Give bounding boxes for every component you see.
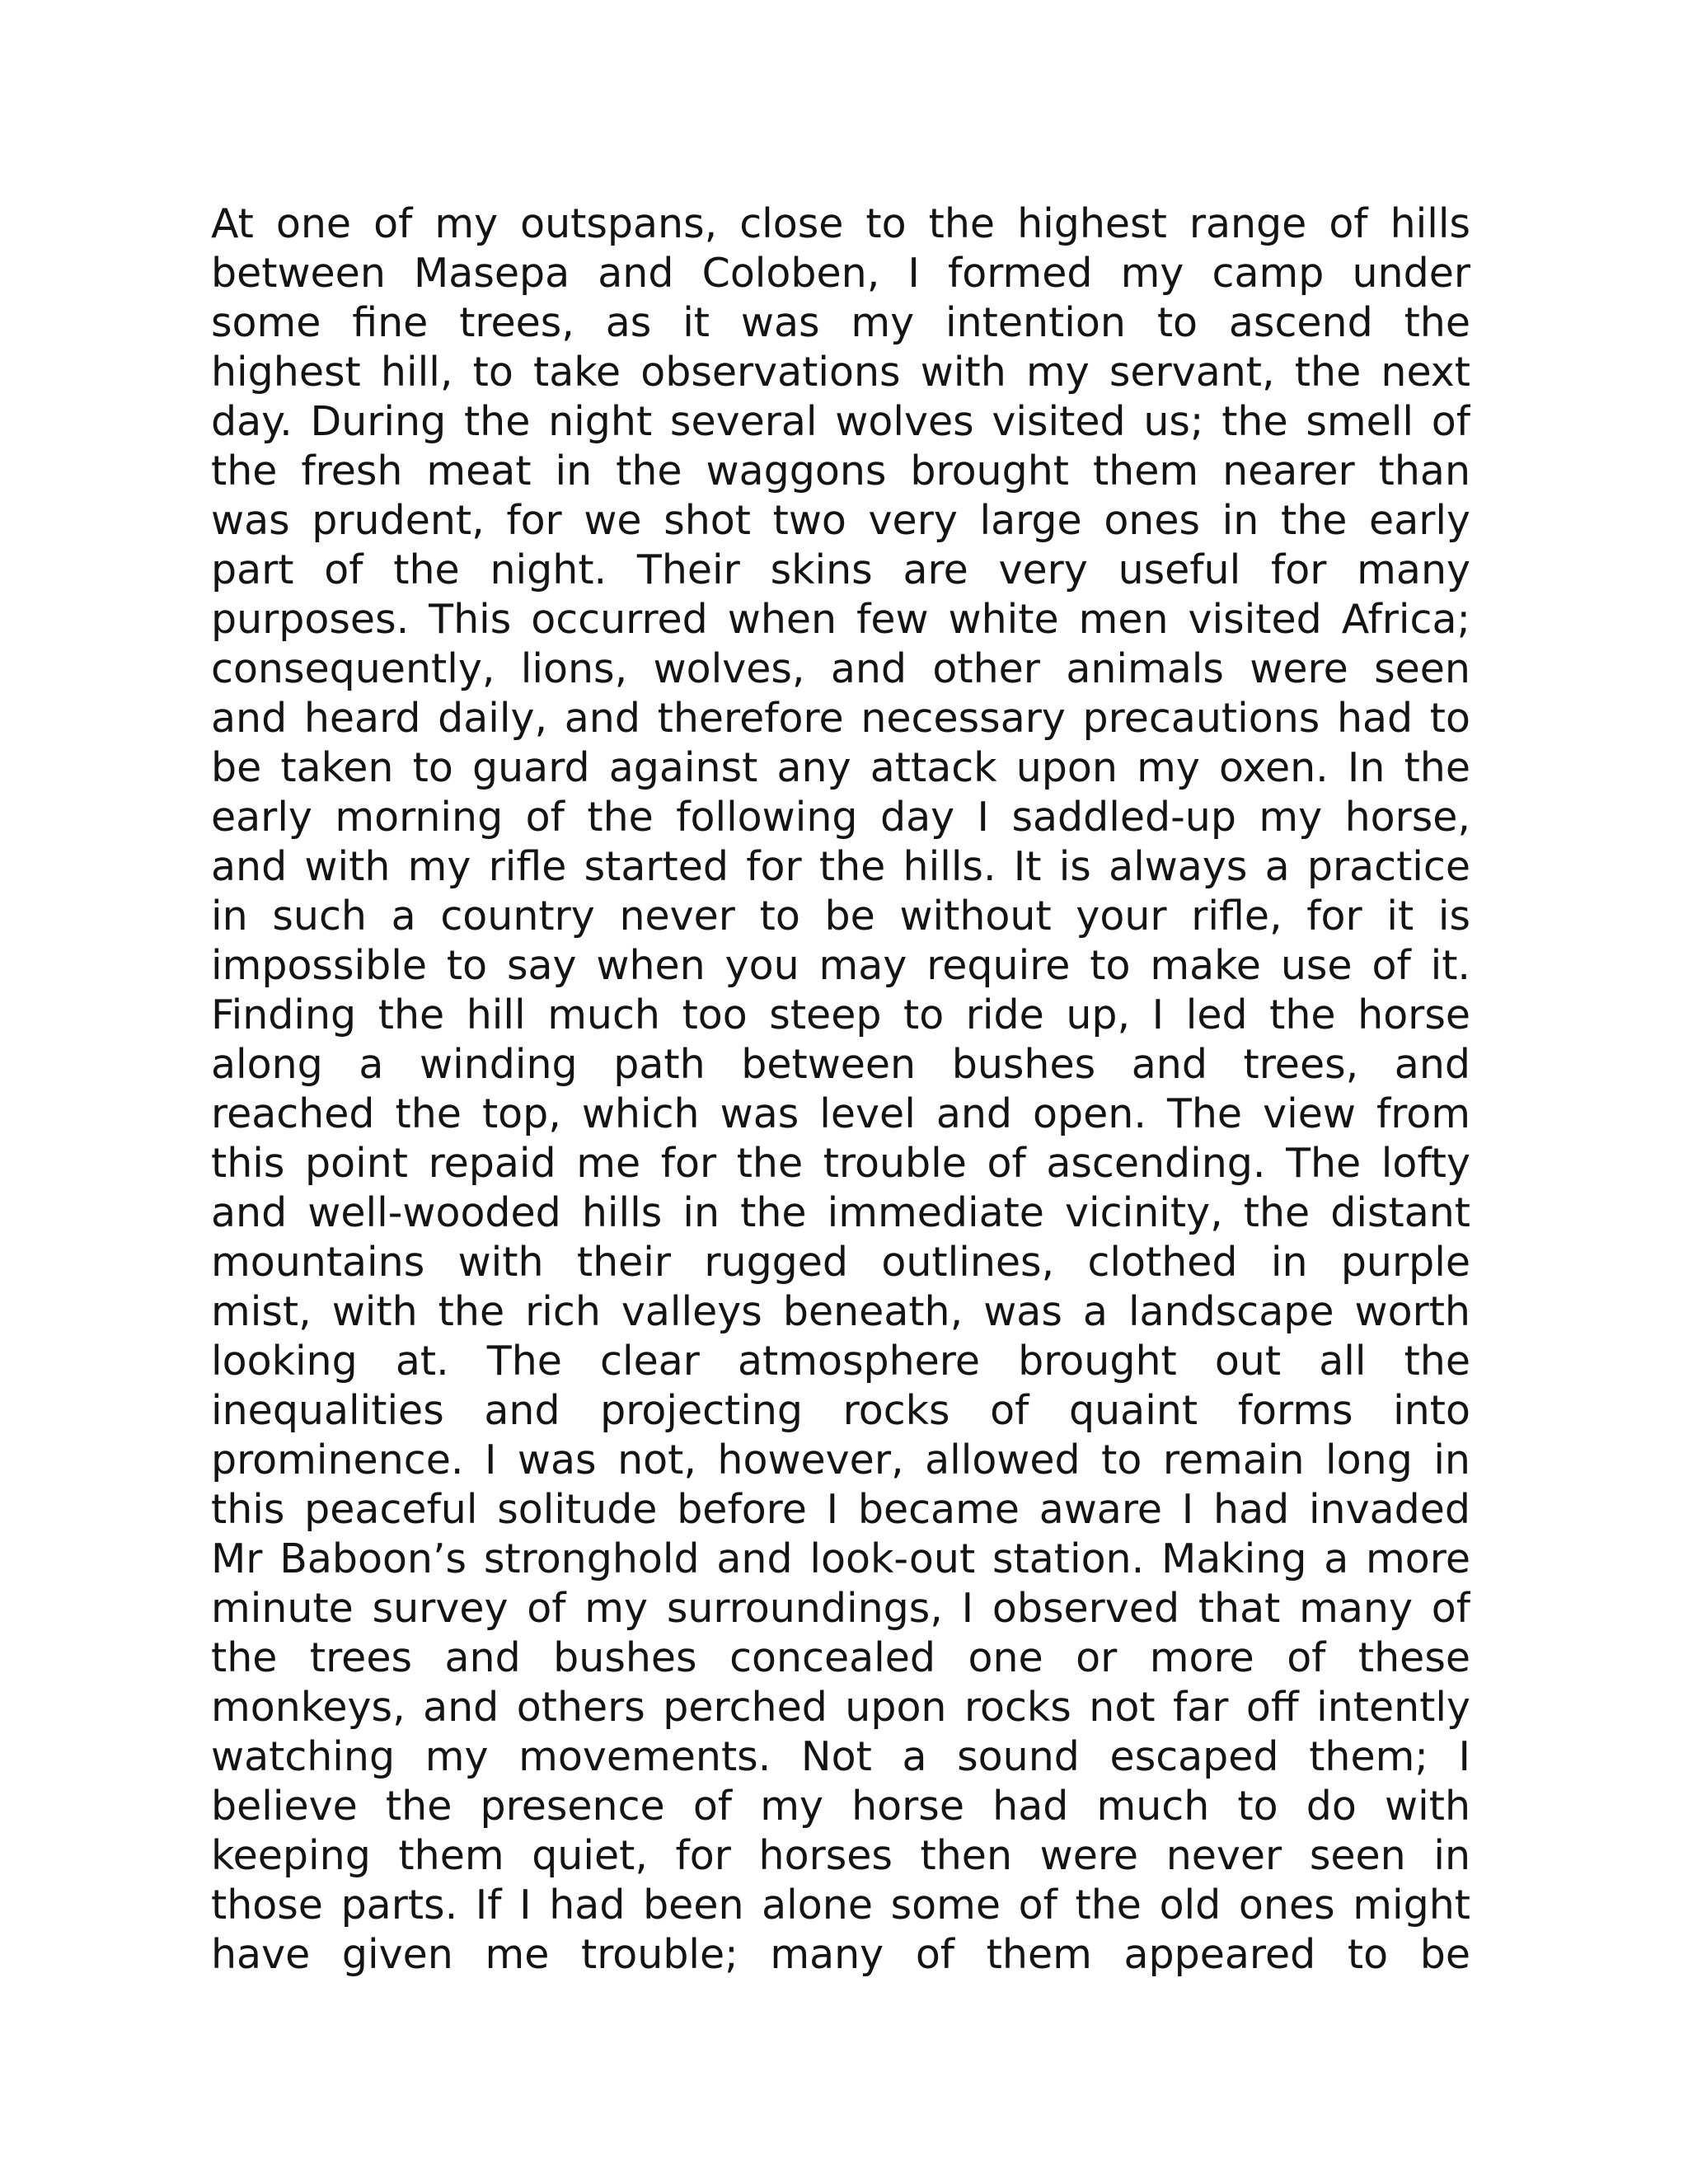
- text-line: along a winding path between bushes and trees, and: [211, 1041, 1470, 1088]
- text-line: day. During the night several wolves visited us; the smell of: [211, 398, 1470, 445]
- text-line: Mr Baboon’s stronghold and look-out station. Making a more: [211, 1535, 1470, 1582]
- text-line: purposes. This occurred when few white men visited Africa;: [211, 596, 1470, 643]
- text-line: and with my rifle started for the hills. It is always a practice: [211, 843, 1470, 890]
- text-line: some fine trees, as it was my intention to ascend the: [211, 299, 1470, 346]
- text-line: between Masepa and Coloben, I formed my camp under: [211, 250, 1470, 297]
- text-line: looking at. The clear atmosphere brought out all the: [211, 1338, 1470, 1385]
- text-line: Finding the hill much too steep to ride up, I led the horse: [211, 991, 1470, 1038]
- text-line: watching my movements. Not a sound escaped them; I: [211, 1733, 1470, 1780]
- text-line: in such a country never to be without your rifle, for it is: [211, 893, 1470, 940]
- text-line: be taken to guard against any attack upon my oxen. In the: [211, 744, 1470, 791]
- text-line: impossible to say when you may require to make use of it.: [211, 942, 1470, 989]
- text-line: consequently, lions, wolves, and other animals were seen: [211, 645, 1470, 692]
- text-line: this peaceful solitude before I became aware I had invaded: [211, 1486, 1470, 1533]
- text-line: prominence. I was not, however, allowed to remain long in: [211, 1436, 1470, 1483]
- text-line: the trees and bushes concealed one or more of these: [211, 1634, 1470, 1681]
- text-line: mist, with the rich valleys beneath, was a landscape worth: [211, 1288, 1470, 1335]
- text-line: mountains with their rugged outlines, clothed in purple: [211, 1239, 1470, 1286]
- text-line: keeping them quiet, for horses then were never seen in: [211, 1832, 1470, 1879]
- text-line: and well-wooded hills in the immediate vicinity, the distant: [211, 1189, 1470, 1236]
- text-line: early morning of the following day I saddled-up my horse,: [211, 794, 1470, 841]
- text-line: this point repaid me for the trouble of ascending. The lofty: [211, 1140, 1470, 1187]
- text-line: and heard daily, and therefore necessary precautions had to: [211, 695, 1470, 742]
- text-line: highest hill, to take observations with my servant, the next: [211, 349, 1470, 396]
- text-line: At one of my outspans, close to the highest range of hills: [211, 200, 1470, 247]
- text-line: have given me trouble; many of them appeared to be: [211, 1931, 1470, 1978]
- text-line: believe the presence of my horse had much to do with: [211, 1783, 1470, 1830]
- text-line: part of the night. Their skins are very useful for many: [211, 546, 1470, 593]
- text-line: monkeys, and others perched upon rocks not far off intently: [211, 1684, 1470, 1731]
- text-line: inequalities and projecting rocks of quaint forms into: [211, 1387, 1470, 1434]
- text-line: was prudent, for we shot two very large ones in the early: [211, 497, 1470, 544]
- text-line: minute survey of my surroundings, I observed that many of: [211, 1585, 1470, 1632]
- text-line: reached the top, which was level and open. The view from: [211, 1090, 1470, 1137]
- text-line: the fresh meat in the waggons brought them nearer than: [211, 448, 1470, 494]
- body-text: [211, 199, 1470, 1980]
- text-line: those parts. If I had been alone some of the old ones might: [211, 1882, 1470, 1929]
